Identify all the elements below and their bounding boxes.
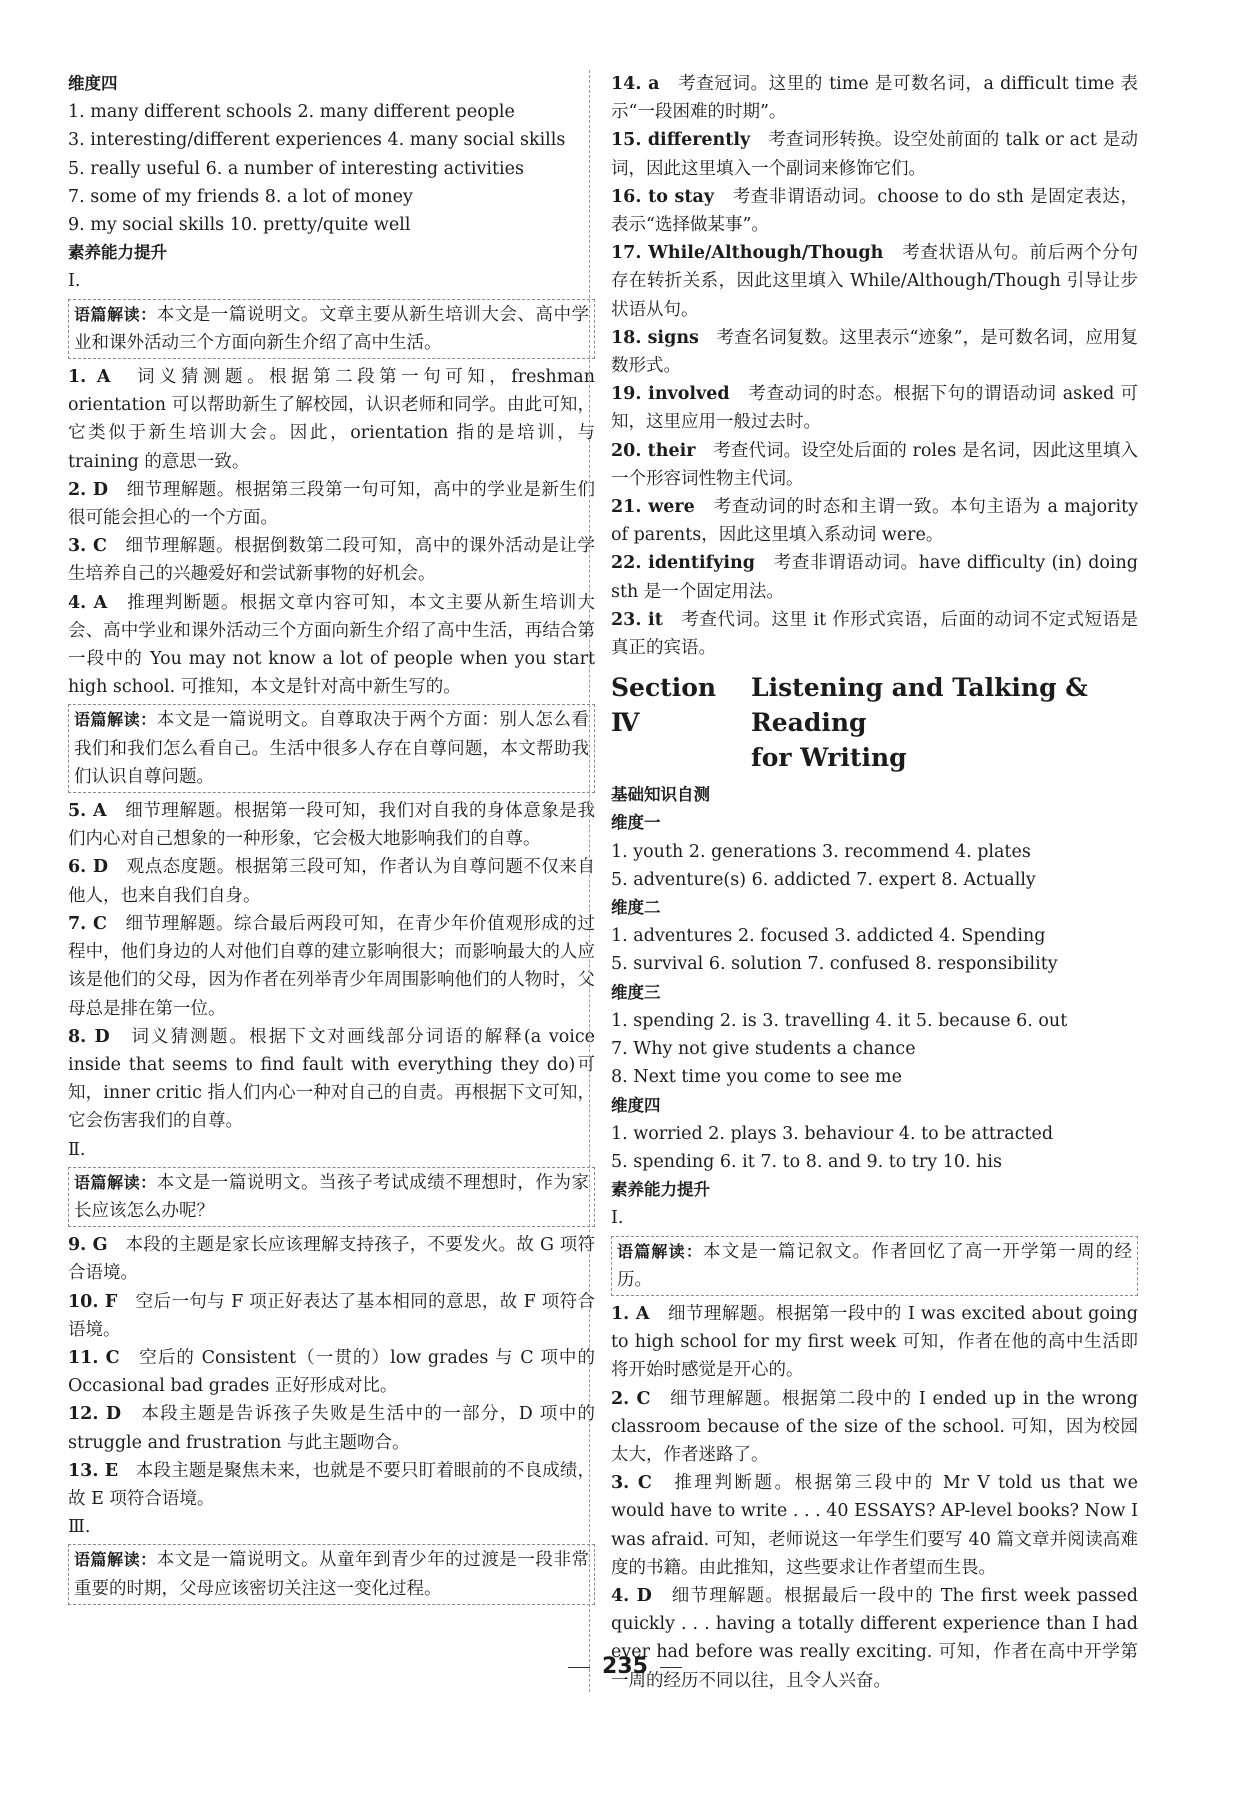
answer-item <box>68 1344 595 1400</box>
answer-item <box>611 70 1138 126</box>
answer-item <box>68 363 595 476</box>
section-heading <box>611 670 1138 775</box>
heading-jichu: 基础知识自测 <box>611 785 710 805</box>
heading-suyang-right: 素养能力提升 <box>611 1180 710 1200</box>
answer-line: 7. Why not give students a chance <box>611 1039 916 1060</box>
answer-item <box>611 437 1138 493</box>
item-explanation: 细节理解题。根据第一段中的 I was excited about going to high school for my first week 可知，作者在他的高中生活即将开始时感觉是开心的。 <box>611 1303 1138 1381</box>
answer-line: 8. Next time you come to see me <box>611 1067 902 1088</box>
item-explanation: 考查代词。设空处后面的 roles 是名词，因此这里填入一个形容词性物主代词。 <box>611 440 1138 489</box>
item-number: 4. A <box>68 592 108 613</box>
note-text: 本文是一篇说明文。从童年到青少年的过渡是一段非常重要的时期，父母应该密切关注这一变化过程。 <box>74 1550 589 1599</box>
passage-note-3 <box>68 1167 595 1227</box>
note-label: 语篇解读： <box>74 710 157 730</box>
note-text: 本文是一篇记叙文。作者回忆了高一开学第一周的经历。 <box>617 1241 1132 1290</box>
answer-item <box>611 606 1138 662</box>
item-explanation: 空后的 Consistent（一贯的）low grades 与 C 项中的 Occasional bad grades 正好形成对比。 <box>68 1347 595 1397</box>
answer-item <box>611 126 1138 182</box>
note-text: 本文是一篇说明文。文章主要从新生培训大会、高中学业和课外活动三个方面向新生介绍了高中生活。 <box>74 304 589 353</box>
item-number: 2. D <box>68 479 109 500</box>
item-explanation: 词义猜测题。根据下文对画线部分词语的解释(a voice inside that seems to find fault with everything they do)可知，inner critic 指人们内心一种对自己的自责。再根据下文可知，它会伤害我们的自尊。 <box>68 1026 596 1132</box>
item-explanation: 细节理解题。根据第三段第一句可知，高中的学业是新生们很可能会担心的一个方面。 <box>68 479 596 529</box>
item-explanation: 考查动词的时态和主谓一致。本句主语为 a majority of parents，因此这里填入系动词 were。 <box>611 497 1139 546</box>
item-explanation: 本段主题是聚焦未来，也就是不要只盯着眼前的不良成绩，故 E 项符合语境。 <box>68 1460 596 1509</box>
page-footer <box>0 1654 1250 1679</box>
note-text: 本文是一篇说明文。当孩子考试成绩不理想时，作为家长应该怎么办呢？ <box>74 1172 589 1221</box>
answer-item <box>611 1385 1138 1470</box>
answer-line: 5. survival 6. solution 7. confused 8. responsibility <box>611 954 1058 975</box>
footer-dash <box>568 1667 590 1668</box>
answer-line: 5. really useful 6. a number of interesting activities <box>68 158 524 179</box>
item-number: 18. signs <box>611 327 699 348</box>
item-explanation: 考查非谓语动词。choose to do sth 是固定表达，表示“选择做某事”。 <box>611 186 1139 236</box>
section-title-line: Listening and Talking & Reading <box>751 673 1088 738</box>
part-label-1: Ⅰ. <box>68 271 81 292</box>
answer-item <box>68 532 595 588</box>
item-explanation: 考查代词。这里 it 作形式宾语，后面的动词不定式短语是真正的宾语。 <box>611 609 1139 659</box>
item-number: 11. C <box>68 1347 120 1368</box>
item-explanation: 考查冠词。这里的 time 是可数名词，a difficult time 表示“一段困难的时期”。 <box>611 74 1138 123</box>
page-number: 235 <box>602 1654 648 1679</box>
item-number: 8. D <box>68 1026 110 1047</box>
weidu4-answers <box>68 98 595 239</box>
item-number: 23. it <box>611 609 663 630</box>
item-number: 4. D <box>611 1585 652 1606</box>
item-explanation: 观点态度题。根据第三段可知，作者认为自尊问题不仅来自他人，也来自我们自身。 <box>68 857 596 906</box>
right-column <box>611 70 1138 1695</box>
item-explanation: 细节理解题。综合最后两段可知，在青少年价值观形成的过程中，他们身边的人对他们自尊的建立影响很大；而影响最大的人应该是他们的父母，因为作者在列举青少年周围影响他们的人物时，父母总是排在第一位。 <box>68 913 596 1019</box>
answer-item <box>611 183 1138 239</box>
passage-note-5 <box>611 1236 1138 1296</box>
item-number: 6. D <box>68 857 109 878</box>
answer-item <box>68 1231 595 1287</box>
item-explanation: 空后一句与 F 项正好表达了基本相同的意思，故 F 项符合语境。 <box>68 1291 595 1340</box>
answer-item <box>611 1300 1138 1385</box>
answer-item <box>68 853 595 909</box>
item-explanation: 本段主题是告诉孩子失败是生活中的一部分，D 项中的 struggle and frustration 与此主题吻合。 <box>68 1404 596 1453</box>
heading-suyang: 素养能力提升 <box>68 243 167 263</box>
item-explanation: 细节理解题。根据倒数第二段可知，高中的课外活动是让学生培养自己的兴趣爱好和尝试新事物的好机会。 <box>68 536 596 585</box>
item-number: 22. identifying <box>611 553 755 574</box>
item-number: 10. F <box>68 1291 118 1312</box>
answer-item <box>68 910 595 1023</box>
answer-line: 3. interesting/different experiences 4. many social skills <box>68 130 566 151</box>
item-number: 2. C <box>611 1388 651 1409</box>
item-number: 5. A <box>68 801 107 822</box>
part-label-3: Ⅲ. <box>68 1517 91 1538</box>
answer-item <box>68 1288 595 1344</box>
item-explanation: 本段的主题是家长应该理解支持孩子，不要发火。故 G 项符合语境。 <box>68 1235 596 1284</box>
footer-dash <box>660 1667 682 1668</box>
answer-line: 1. spending 2. is 3. travelling 4. it 5. because 6. out <box>611 1010 1068 1031</box>
item-number: 9. G <box>68 1235 108 1256</box>
column-divider <box>589 70 590 1692</box>
heading-weidu3: 维度三 <box>611 982 661 1002</box>
item-number: 13. E <box>68 1460 119 1481</box>
answer-line: 1. worried 2. plays 3. behaviour 4. to be attracted <box>611 1123 1054 1144</box>
item-explanation: 细节理解题。根据第一段可知，我们对自我的身体意象是我们内心对自己想象的一种形象，它会极大地影响我们的自尊。 <box>68 801 595 850</box>
left-column <box>68 70 595 1609</box>
answer-item <box>68 797 595 853</box>
section-number: Section Ⅳ <box>611 673 717 738</box>
answer-item <box>68 589 595 702</box>
item-number: 1. A <box>68 367 111 388</box>
item-explanation: 考查词形转换。设空处前面的 talk or act 是动词，因此这里填入一个副词来修饰它们。 <box>611 130 1138 179</box>
answer-item <box>611 380 1138 436</box>
passage-note-2 <box>68 704 595 793</box>
note-label: 语篇解读： <box>74 1172 157 1192</box>
answer-line: 5. adventure(s) 6. addicted 7. expert 8. Actually <box>611 869 1036 890</box>
item-number: 14. a <box>611 74 660 94</box>
item-number: 16. to stay <box>611 186 715 207</box>
answer-item <box>611 549 1138 605</box>
note-label: 语篇解读： <box>74 304 157 324</box>
answer-item <box>68 476 595 532</box>
item-explanation: 考查名词复数。这里表示“迹象”，是可数名词，应用复数形式。 <box>611 327 1138 377</box>
answer-item <box>68 1400 595 1456</box>
item-number: 3. C <box>68 536 107 557</box>
item-number: 1. A <box>611 1303 650 1324</box>
item-number: 21. were <box>611 497 695 518</box>
item-explanation: 考查动词的时态。根据下句的谓语动词 asked 可知，这里应用一般过去时。 <box>611 384 1139 433</box>
item-explanation: 细节理解题。根据最后一段中的 The first week passed quickly . . . having a totally different experience than I had ever had before was really exciting. 可知，作者在高中开学第一周的经历不同以往，且令人兴奋。 <box>611 1585 1138 1691</box>
answer-line: 1. many different schools 2. many different people <box>68 102 515 123</box>
item-explanation: 细节理解题。根据第二段中的 I ended up in the wrong classroom because of the size of the school. 可知，因为校园太大，作者迷路了。 <box>611 1388 1139 1465</box>
answer-line: 7. some of my friends 8. a lot of money <box>68 186 413 207</box>
section-title-text <box>751 670 1138 775</box>
answer-item <box>68 1023 595 1136</box>
answer-item <box>611 493 1138 549</box>
heading-weidu4: 维度四 <box>68 74 118 93</box>
item-explanation: 考查状语从句。前后两个分句存在转折关系，因此这里填入 While/Although/Though 引导让步状语从句。 <box>611 243 1139 320</box>
answer-line: 9. my social skills 10. pretty/quite well <box>68 215 411 236</box>
item-number: 15. differently <box>611 130 751 151</box>
answer-item <box>611 324 1138 380</box>
section-title-line: for Writing <box>751 743 907 773</box>
item-explanation: 考查非谓语动词。have difficulty (in) doing sth 是一个固定用法。 <box>611 553 1139 602</box>
item-number: 20. their <box>611 440 696 461</box>
item-number: 3. C <box>611 1473 652 1494</box>
note-text: 本文是一篇说明文。自尊取决于两个方面：别人怎么看我们和我们怎么看自己。生活中很多人存在自尊问题，本文帮助我们认识自尊问题。 <box>74 710 589 787</box>
part-label-1-right: Ⅰ. <box>611 1208 624 1229</box>
item-number: 19. involved <box>611 384 730 405</box>
item-number: 17. While/Although/Though <box>611 243 884 264</box>
passage-note-4 <box>68 1544 595 1604</box>
item-explanation: 推理判断题。根据第三段中的 Mr V told us that we would have to write . . . 40 ESSAYS? AP-level books? Now I was afraid. 可知，老师说这一年学生们要写 40 篇文章并阅读高难度的书籍。由此推知，这些要求让作者望而生畏。 <box>611 1473 1138 1578</box>
answer-item <box>611 1469 1138 1582</box>
answer-item <box>611 239 1138 324</box>
heading-weidu1: 维度一 <box>611 813 661 833</box>
item-explanation: 词义猜测题。根据第二段第一句可知，freshman orientation 可以帮助新生了解校园，认识老师和同学。由此可知，它类似于新生培训大会。因此，orientation 指的是培训，与 training 的意思一致。 <box>68 367 595 472</box>
heading-weidu2: 维度二 <box>611 898 661 918</box>
note-label: 语篇解读： <box>617 1241 704 1261</box>
answer-line: 5. spending 6. it 7. to 8. and 9. to try 10. his <box>611 1151 1002 1172</box>
part-label-2: Ⅱ. <box>68 1139 86 1160</box>
answer-line: 1. adventures 2. focused 3. addicted 4. Spending <box>611 926 1046 947</box>
item-number: 12. D <box>68 1404 122 1425</box>
answer-item <box>68 1457 595 1513</box>
note-label: 语篇解读： <box>74 1550 157 1570</box>
answer-line: 1. youth 2. generations 3. recommend 4. plates <box>611 841 1031 862</box>
heading-weidu4-right: 维度四 <box>611 1095 661 1115</box>
passage-note-1 <box>68 299 595 359</box>
item-explanation: 推理判断题。根据文章内容可知，本文主要从新生培训大会、高中学业和课外活动三个方面向新生介绍了高中生活，再结合第一段中的 You may not know a lot of people when you start high school. 可推知，本文是针对高中新生写的。 <box>68 592 595 698</box>
item-number: 7. C <box>68 913 107 934</box>
